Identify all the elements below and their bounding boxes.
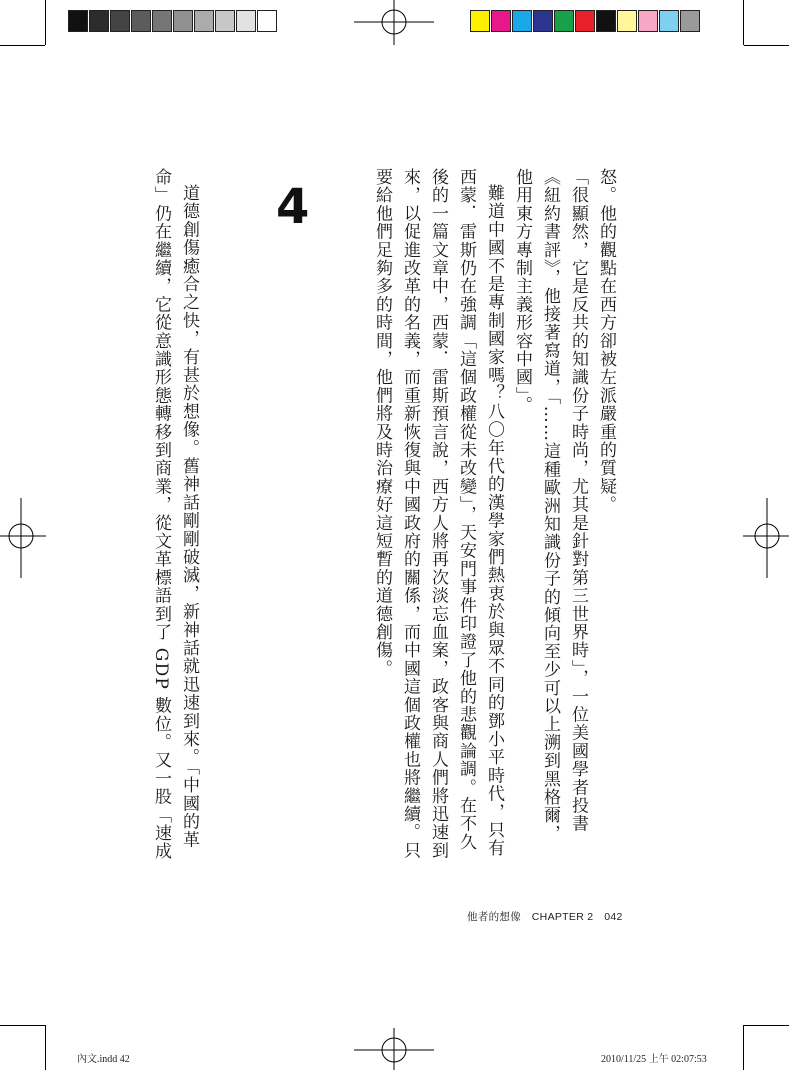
color-control-bar — [470, 10, 701, 34]
gray-swatch — [194, 10, 214, 32]
registration-mark-left — [0, 498, 46, 578]
color-swatch — [575, 10, 595, 32]
print-timestamp: 2010/11/25 上午 02:07:53 — [601, 1054, 707, 1065]
file-slug: 內文.indd 42 — [77, 1054, 130, 1065]
gray-swatch — [257, 10, 277, 32]
gray-swatch — [215, 10, 235, 32]
paragraph-3-line-1: 難道中國不是專制國家嗎？八〇年代的漢學家們熱衷於與眾不同的鄧小平時代，只有 — [484, 184, 504, 858]
paragraph-1: 怒。他的觀點在西方卻被左派嚴重的質疑。 — [596, 168, 616, 514]
gray-swatch — [173, 10, 193, 32]
paragraph-4-line-2: 命」仍在繼續，它從意識形態轉移到商業，從文革標語到了 GDP 數位。又一股「速成 — [151, 168, 171, 861]
paragraph-2-line-1: 「很顯然，它是反共的知識份子時尚，尤其是針對第三世界時」，一位美國學者投書 — [568, 168, 588, 833]
color-swatch — [638, 10, 658, 32]
color-swatch — [533, 10, 553, 32]
paragraph-2-line-3: 他用東方專制主義形容中國」。 — [512, 168, 532, 415]
gray-swatch — [236, 10, 256, 32]
color-swatch — [512, 10, 532, 32]
paragraph-3-line-4: 來，以促進改革的名義，而重新恢復與中國政府的關係，而中國這個政權也將繼續。只 — [400, 168, 420, 860]
gray-swatch — [89, 10, 109, 32]
color-swatch — [617, 10, 637, 32]
paragraph-4-line-1: 道德創傷癒合之快，有甚於想像。舊神話剛剛破滅，新神話就迅速到來。「中國的革 — [179, 184, 199, 849]
grayscale-control-bar — [68, 10, 278, 34]
registration-mark-bottom — [354, 1028, 434, 1070]
color-swatch — [596, 10, 616, 32]
paragraph-3-line-3: 後的一篇文章中，西蒙．雷斯預言說，西方人將再次淡忘血案，政客與商人們將迅速到 — [428, 168, 448, 860]
gray-swatch — [68, 10, 88, 32]
paragraph-2-line-2: 《紐約書評》，他接著寫道，「……這種歐洲知識份子的傾向至少可以上溯到黑格爾， — [540, 168, 560, 843]
chapter-number: 4 — [276, 179, 310, 235]
color-swatch — [554, 10, 574, 32]
gray-swatch — [152, 10, 172, 32]
registration-mark-right — [743, 498, 789, 578]
color-swatch — [491, 10, 511, 32]
gray-swatch — [131, 10, 151, 32]
color-swatch — [680, 10, 700, 32]
paragraph-3-line-5: 要給他們足夠多的時間，他們將及時治療好這短暫的道德創傷。 — [372, 168, 392, 678]
gray-swatch — [110, 10, 130, 32]
color-swatch — [659, 10, 679, 32]
paragraph-3-line-2: 西蒙．雷斯仍在強調「這個政權從未改變」，天安門事件印證了他的悲觀論調。在不久 — [456, 168, 476, 852]
color-swatch — [470, 10, 490, 32]
registration-mark-top — [354, 0, 434, 45]
running-header: 他者的想像 CHAPTER 2 042 — [467, 911, 623, 923]
